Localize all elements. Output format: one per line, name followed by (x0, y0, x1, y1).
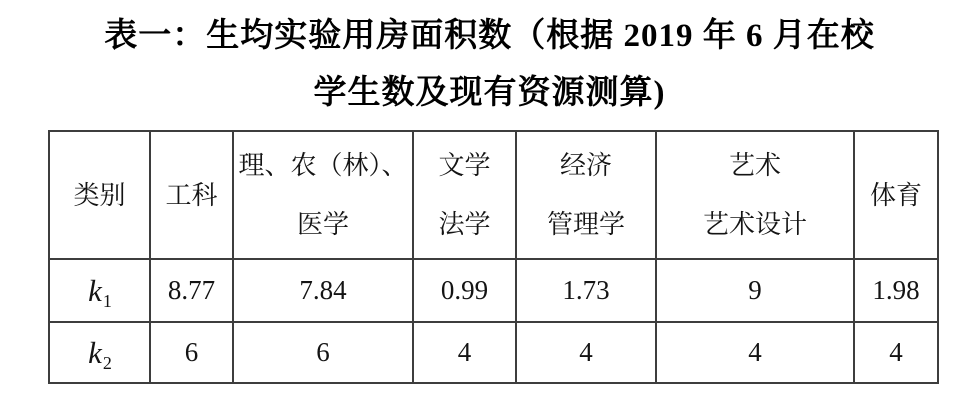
header-cell-literature-law (413, 131, 516, 259)
value-cell-k2-literature-law: 4 (413, 322, 516, 383)
k-symbol: k (88, 334, 102, 370)
value-cell-k1-economics-management: 1.73 (516, 259, 656, 322)
header-label-line: 艺术设计 (702, 210, 807, 239)
k-subscript: 2 (102, 352, 112, 373)
value-cell-k1-science-agri-medicine: 7.84 (233, 259, 413, 322)
header-label-line: 文学 (438, 151, 491, 180)
title-line-2: 学生数及现有资源测算) (313, 75, 666, 111)
value-cell-k2-physical-education: 4 (854, 322, 938, 383)
header-cell-category (49, 131, 150, 259)
value-cell-k1-literature-law: 0.99 (413, 259, 516, 322)
header-label-line: 艺术 (728, 151, 781, 180)
header-row (49, 131, 938, 259)
value-cell-k1-arts-design: 9 (656, 259, 854, 322)
header-label-line: 管理学 (546, 210, 625, 239)
header-label-line: 医学 (296, 210, 349, 239)
row-label-k2 (49, 322, 150, 383)
header-label: 工科 (165, 180, 218, 210)
row-label-k1 (49, 259, 150, 322)
k-symbol: k (88, 272, 102, 308)
header-cell-arts-design (656, 131, 854, 259)
value-cell-k2-science-agri-medicine: 6 (233, 322, 413, 383)
title-line-1: 表一：生均实验用房面积数（根据 2019 年 6 月在校 (104, 18, 875, 54)
value-cell-k1-physical-education: 1.98 (854, 259, 938, 322)
header-cell-engineering (150, 131, 233, 259)
header-label-line: 经济 (559, 151, 612, 180)
header-label-line: 理、农（林）、 (238, 151, 408, 180)
value-cell-k2-arts-design: 4 (656, 322, 854, 383)
k-subscript: 1 (102, 290, 112, 311)
value-cell-k2-engineering: 6 (150, 322, 233, 383)
header-cell-science-agri-medicine (233, 131, 413, 259)
header-label-line: 法学 (438, 210, 491, 239)
header-label: 体育 (869, 180, 922, 210)
table-title (0, 8, 979, 122)
value-cell-k2-economics-management: 4 (516, 322, 656, 383)
value-cell-k1-engineering: 8.77 (150, 259, 233, 322)
row-k1 (49, 259, 938, 322)
header-label: 类别 (73, 180, 126, 210)
header-cell-physical-education (854, 131, 938, 259)
per-student-lab-area-table (48, 130, 939, 384)
row-k2 (49, 322, 938, 383)
header-cell-economics-management (516, 131, 656, 259)
